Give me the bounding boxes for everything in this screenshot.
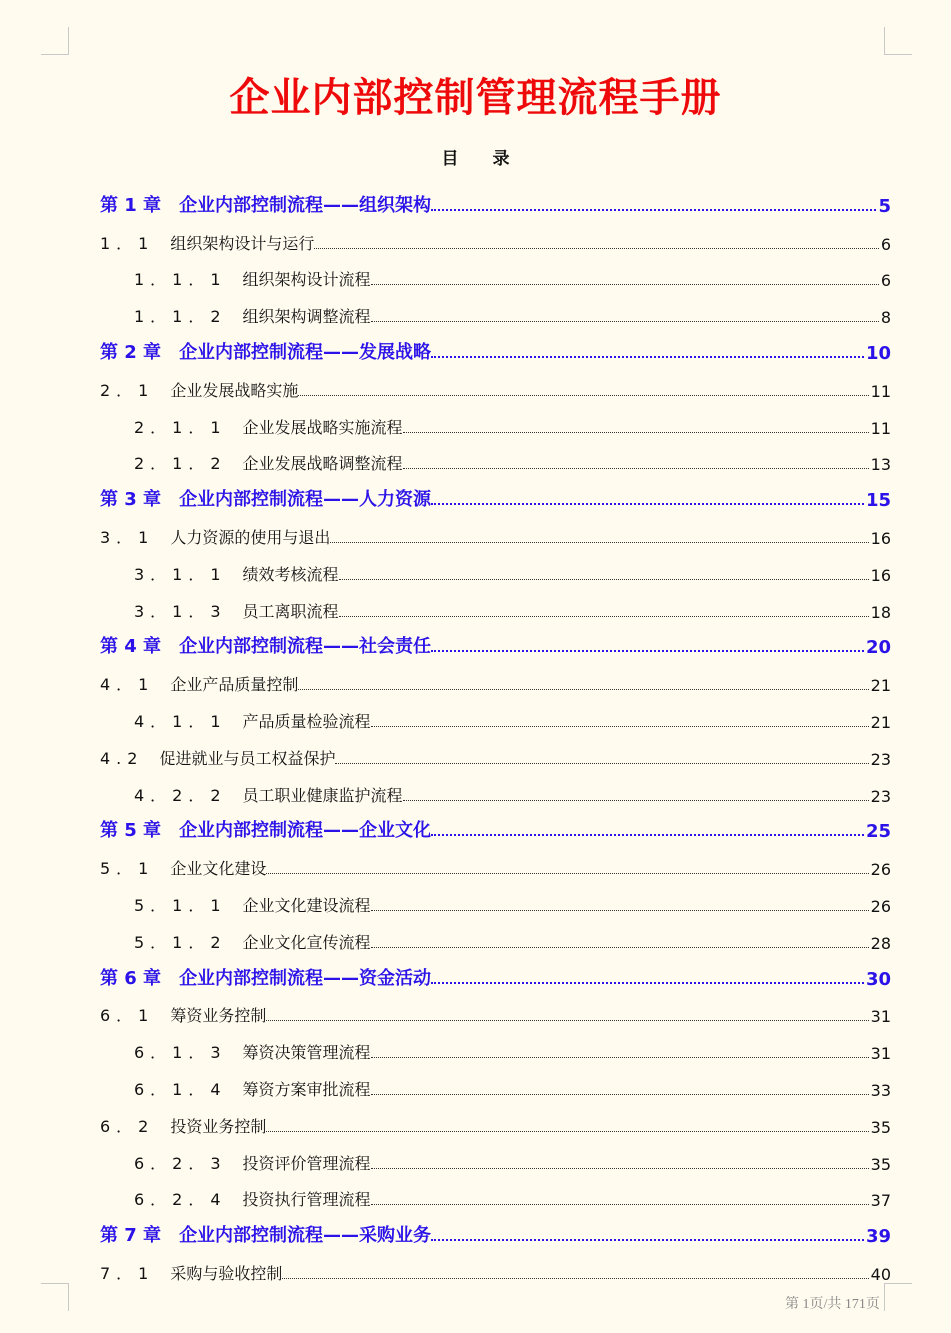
toc-entry-title: 产品质量检验流程 [242,711,371,731]
toc-entry-number: 6．1 [100,1006,155,1026]
toc-entry-label [100,1003,266,1026]
toc-entry-page: 20 [865,637,891,659]
toc-entry-number: 3．1．1 [134,564,227,584]
toc-entry-label [134,599,339,622]
toc-entry-number: 2．1 [100,380,155,400]
toc-entry-title: 企业发展战略调整流程 [242,454,403,474]
crop-mark-top-left [41,27,69,55]
toc-entry-page: 30 [865,968,891,990]
toc-entry-label [100,1261,282,1284]
toc-entry-page: 40 [870,1264,891,1284]
toc-entry-number: 5．1．1 [134,895,227,915]
toc-entry-label [134,709,371,732]
toc-entry-label [134,267,371,290]
toc-chapter-entry[interactable] [100,186,891,223]
dot-leader [371,910,869,911]
toc-chapter-entry[interactable] [100,1216,891,1253]
toc-entry-number: 第 6 章 [100,967,162,989]
toc-entry-page: 35 [870,1154,891,1174]
toc-entry-title: 企业内部控制流程——组织架构 [179,194,432,216]
toc-entry-label [100,485,431,511]
toc-entry-number: 5．1．2 [134,932,227,952]
toc-entry-page: 26 [870,896,891,916]
toc-entry[interactable] [100,922,891,959]
toc-entry-number: 2．1．1 [134,417,227,437]
toc-entry-label [100,816,431,842]
toc-entry-label [100,964,431,990]
dot-leader [371,1057,869,1058]
toc-entry-number: 4．2．2 [134,785,227,805]
toc-heading: 目 录 [441,149,524,169]
toc-entry-label [100,1221,431,1247]
toc-entry-label [100,191,431,217]
toc-entry-title: 组织架构设计流程 [242,270,371,290]
toc-entry-number: 1．1．2 [134,307,227,327]
toc-entry-label [100,338,431,364]
toc-entry-page: 28 [870,933,891,953]
toc-entry-number: 1．1．1 [134,270,227,290]
dot-leader [330,542,868,543]
toc-entry-title: 组织架构设计与运行 [170,233,315,253]
toc-chapter-entry[interactable] [100,628,891,665]
toc-entry-page: 13 [870,455,891,475]
dot-leader [314,248,878,249]
toc-entry-number: 4.2 [100,748,144,768]
toc-entry[interactable] [100,370,891,407]
toc-entry-title: 企业文化建设 [170,859,267,879]
toc-entry[interactable] [100,444,891,481]
dot-leader [371,726,869,727]
dot-leader [431,982,864,984]
toc-entry-number: 1．1 [100,233,155,253]
toc-entry-page: 18 [870,602,891,622]
toc-entry-label [100,856,266,879]
toc-entry-number: 7．1 [100,1263,155,1283]
dot-leader [431,356,864,358]
toc-entry-page: 25 [865,821,891,843]
toc-entry[interactable] [100,848,891,885]
toc-entry-label [100,525,330,548]
toc-entry-title: 员工职业健康监护流程 [242,785,403,805]
dot-leader [403,468,869,469]
toc-entry-title: 投资评价管理流程 [242,1153,371,1173]
toc-entry-number: 第 2 章 [100,341,162,363]
toc-entry[interactable] [100,223,891,260]
toc-entry-number: 6．2．3 [134,1153,227,1173]
toc-entry-number: 6．2．4 [134,1190,227,1210]
toc-entry-title: 企业发展战略实施流程 [242,417,403,437]
crop-mark-bottom-left [41,1283,69,1311]
crop-mark-top-right [884,27,912,55]
table-of-contents [100,186,891,1290]
toc-entry-title: 筹资决策管理流程 [242,1043,371,1063]
toc-entry-number: 6．2 [100,1116,155,1136]
toc-entry-title: 员工离职流程 [242,601,339,621]
toc-entry-label [100,746,335,769]
toc-entry-title: 绩效考核流程 [242,564,339,584]
dot-leader [403,800,869,801]
toc-entry[interactable] [100,1106,891,1143]
toc-entry-label [134,1151,371,1174]
dot-leader [431,503,864,505]
toc-entry-title: 企业产品质量控制 [170,675,299,695]
toc-entry-label [134,1077,371,1100]
dot-leader [403,432,869,433]
dot-leader [282,1278,868,1279]
toc-entry-title: 企业文化宣传流程 [242,932,371,952]
dot-leader [371,947,869,948]
toc-entry[interactable] [100,1143,891,1180]
toc-entry-title: 企业文化建设流程 [242,895,371,915]
toc-entry[interactable] [100,1069,891,1106]
toc-entry[interactable] [100,1253,891,1290]
toc-entry-page: 21 [870,712,891,732]
toc-entry-label [100,632,431,658]
toc-entry[interactable] [100,296,891,333]
dot-leader [371,1204,869,1205]
dot-leader [371,284,879,285]
document-title: 企业内部控制管理流程手册 [229,75,722,121]
toc-entry-title: 企业内部控制流程——资金活动 [179,967,432,989]
toc-entry-number: 第 1 章 [100,194,162,216]
dot-leader [339,579,869,580]
toc-entry-title: 促进就业与员工权益保护 [159,748,336,768]
toc-entry-title: 企业内部控制流程——社会责任 [179,636,432,658]
dot-leader [266,1020,868,1021]
toc-entry[interactable] [100,701,891,738]
toc-entry-page: 16 [870,528,891,548]
dot-leader [431,209,876,211]
toc-entry-page: 23 [870,749,891,769]
toc-entry-page: 11 [870,381,891,401]
dot-leader [431,650,864,652]
toc-entry-title: 采购与验收控制 [170,1263,283,1283]
toc-entry-number: 4．1．1 [134,711,227,731]
dot-leader [298,689,868,690]
toc-entry[interactable] [100,885,891,922]
toc-entry-number: 第 5 章 [100,820,162,842]
toc-entry-number: 第 7 章 [100,1225,162,1247]
toc-entry-title: 组织架构调整流程 [242,307,371,327]
toc-chapter-entry[interactable] [100,959,891,996]
toc-entry-page: 8 [880,308,891,328]
toc-entry[interactable] [100,591,891,628]
toc-entry[interactable] [100,738,891,775]
dot-leader [339,616,869,617]
toc-entry[interactable] [100,996,891,1033]
toc-entry-page: 15 [865,490,891,512]
dot-leader [371,1168,869,1169]
toc-entry[interactable] [100,554,891,591]
toc-entry-page: 26 [870,860,891,880]
toc-entry-page: 39 [865,1226,891,1248]
toc-entry-label [134,415,403,438]
dot-leader [298,395,868,396]
toc-entry-page: 35 [870,1117,891,1137]
toc-entry-page: 6 [880,234,891,254]
toc-entry[interactable] [100,775,891,812]
toc-entry[interactable] [100,407,891,444]
toc-entry-number: 3．1 [100,527,155,547]
toc-entry-title: 企业内部控制流程——采购业务 [179,1225,432,1247]
toc-entry-label [134,451,403,474]
toc-entry-page: 11 [870,418,891,438]
toc-entry-label [134,1040,371,1063]
toc-entry-label [100,231,314,254]
toc-entry-number: 6．1．4 [134,1079,227,1099]
toc-entry-number: 第 4 章 [100,636,162,658]
toc-entry-page: 21 [870,676,891,696]
toc-entry-title: 人力资源的使用与退出 [170,527,331,547]
toc-entry-title: 筹资方案审批流程 [242,1079,371,1099]
dot-leader [431,1239,864,1241]
toc-entry-title: 筹资业务控制 [170,1006,267,1026]
toc-entry-title: 企业内部控制流程——发展战略 [179,341,432,363]
toc-entry-title: 投资执行管理流程 [242,1190,371,1210]
toc-entry-label [134,893,371,916]
toc-entry-page: 37 [870,1191,891,1211]
toc-entry-page: 33 [870,1080,891,1100]
toc-entry-label [100,378,298,401]
toc-entry[interactable] [100,517,891,554]
toc-entry-label [134,783,403,806]
toc-entry-title: 投资业务控制 [170,1116,267,1136]
dot-leader [371,321,879,322]
toc-entry-page: 5 [878,195,891,217]
dot-leader [431,834,864,836]
toc-entry-title: 企业发展战略实施 [170,380,299,400]
toc-entry-page: 31 [870,1044,891,1064]
toc-entry-label [134,304,371,327]
toc-entry-label [134,1187,371,1210]
toc-entry-label [100,672,298,695]
toc-entry[interactable] [100,664,891,701]
toc-entry-page: 6 [880,271,891,291]
dot-leader [266,1131,868,1132]
toc-entry[interactable] [100,1032,891,1069]
dot-leader [335,763,868,764]
toc-entry-number: 5．1 [100,859,155,879]
page-indicator: 第 1页/共 171页 [785,1297,880,1312]
toc-chapter-entry[interactable] [100,333,891,370]
toc-entry-number: 3．1．3 [134,601,227,621]
toc-entry[interactable] [100,1180,891,1217]
toc-entry[interactable] [100,260,891,297]
toc-entry-label [134,930,371,953]
toc-entry-number: 第 3 章 [100,489,162,511]
dot-leader [371,1094,869,1095]
toc-entry-label [100,1114,266,1137]
toc-entry-page: 10 [865,342,891,364]
toc-entry-number: 2．1．2 [134,454,227,474]
toc-entry-label [134,562,339,585]
toc-entry-page: 16 [870,565,891,585]
toc-entry-number: 4．1 [100,675,155,695]
toc-entry-page: 31 [870,1007,891,1027]
toc-entry-title: 企业内部控制流程——人力资源 [179,489,432,511]
toc-entry-page: 23 [870,786,891,806]
toc-chapter-entry[interactable] [100,480,891,517]
dot-leader [266,873,868,874]
toc-entry-number: 6．1．3 [134,1043,227,1063]
toc-entry-title: 企业内部控制流程——企业文化 [179,820,432,842]
toc-chapter-entry[interactable] [100,812,891,849]
